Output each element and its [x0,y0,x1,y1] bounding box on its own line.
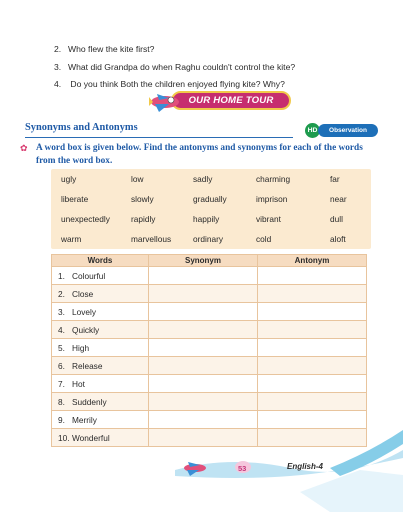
row-word: Quickly [72,324,100,335]
word-box-item: marvellous [131,234,172,244]
header-words: Words [52,255,149,267]
row-word: Lovely [72,306,96,317]
word-box-item: low [131,174,144,184]
word-box-item: warm [61,234,82,244]
row-number: 8. [58,396,65,407]
word-box-item: ordinary [193,234,223,244]
word-box-item: ugly [61,174,77,184]
row-number: 4. [58,324,65,335]
observation-badge: Observation [318,124,378,137]
row-word: Suddenly [72,396,107,407]
hd-badge: HD [305,123,320,138]
row-word: Wonderful [72,432,110,443]
row-number: 3. [58,306,65,317]
book-label: English-4 [287,462,324,471]
word-box-item: rapidly [131,214,156,224]
row-number: 10. [58,432,70,443]
word-box-item: gradually [193,194,227,204]
banner-title: OUR HOME TOUR [188,95,274,106]
word-box-item: slowly [131,194,154,204]
header-synonym: Synonym [149,255,258,267]
word-box-item: dull [330,214,343,224]
section-heading: Synonyms and Antonyms [25,122,138,133]
question-4: 4. Do you think Both the children enjoyed flying kite? Why? [54,79,285,90]
word-box-item: far [330,174,340,184]
row-word: Hot [72,378,85,389]
row-number: 2. [58,288,65,299]
word-box-item: imprison [256,194,288,204]
word-box-item: sadly [193,174,213,184]
row-word: Colourful [72,270,106,281]
row-number: 9. [58,414,65,425]
row-word: Close [72,288,94,299]
word-box-item: unexpectedly [61,214,110,224]
row-word: Release [72,360,103,371]
header-antonym: Antonym [258,255,367,267]
row-number: 5. [58,342,65,353]
row-number: 6. [58,360,65,371]
word-box-item: cold [256,234,272,244]
row-number: 1. [58,270,65,281]
question-3: 3. What did Grandpa do when Raghu couldn't control the kite? [54,61,296,72]
word-box-item: liberate [61,194,89,204]
word-box-item: happily [193,214,220,224]
row-word: Merrily [72,414,97,425]
row-number: 7. [58,378,65,389]
page-number: 53 [238,464,247,473]
row-word: High [72,342,90,353]
word-box-item: aloft [330,234,346,244]
word-box-item: vibrant [256,214,281,224]
word-box-item: near [330,194,347,204]
question-2: 2. Who flew the kite first? [54,44,155,54]
flower-bullet-icon: ✿ [20,143,28,153]
word-box-item: charming [256,174,291,184]
instruction-text: A word box is given below. Find the antonyms and synonyms for each of the words from the word box. [36,143,363,166]
